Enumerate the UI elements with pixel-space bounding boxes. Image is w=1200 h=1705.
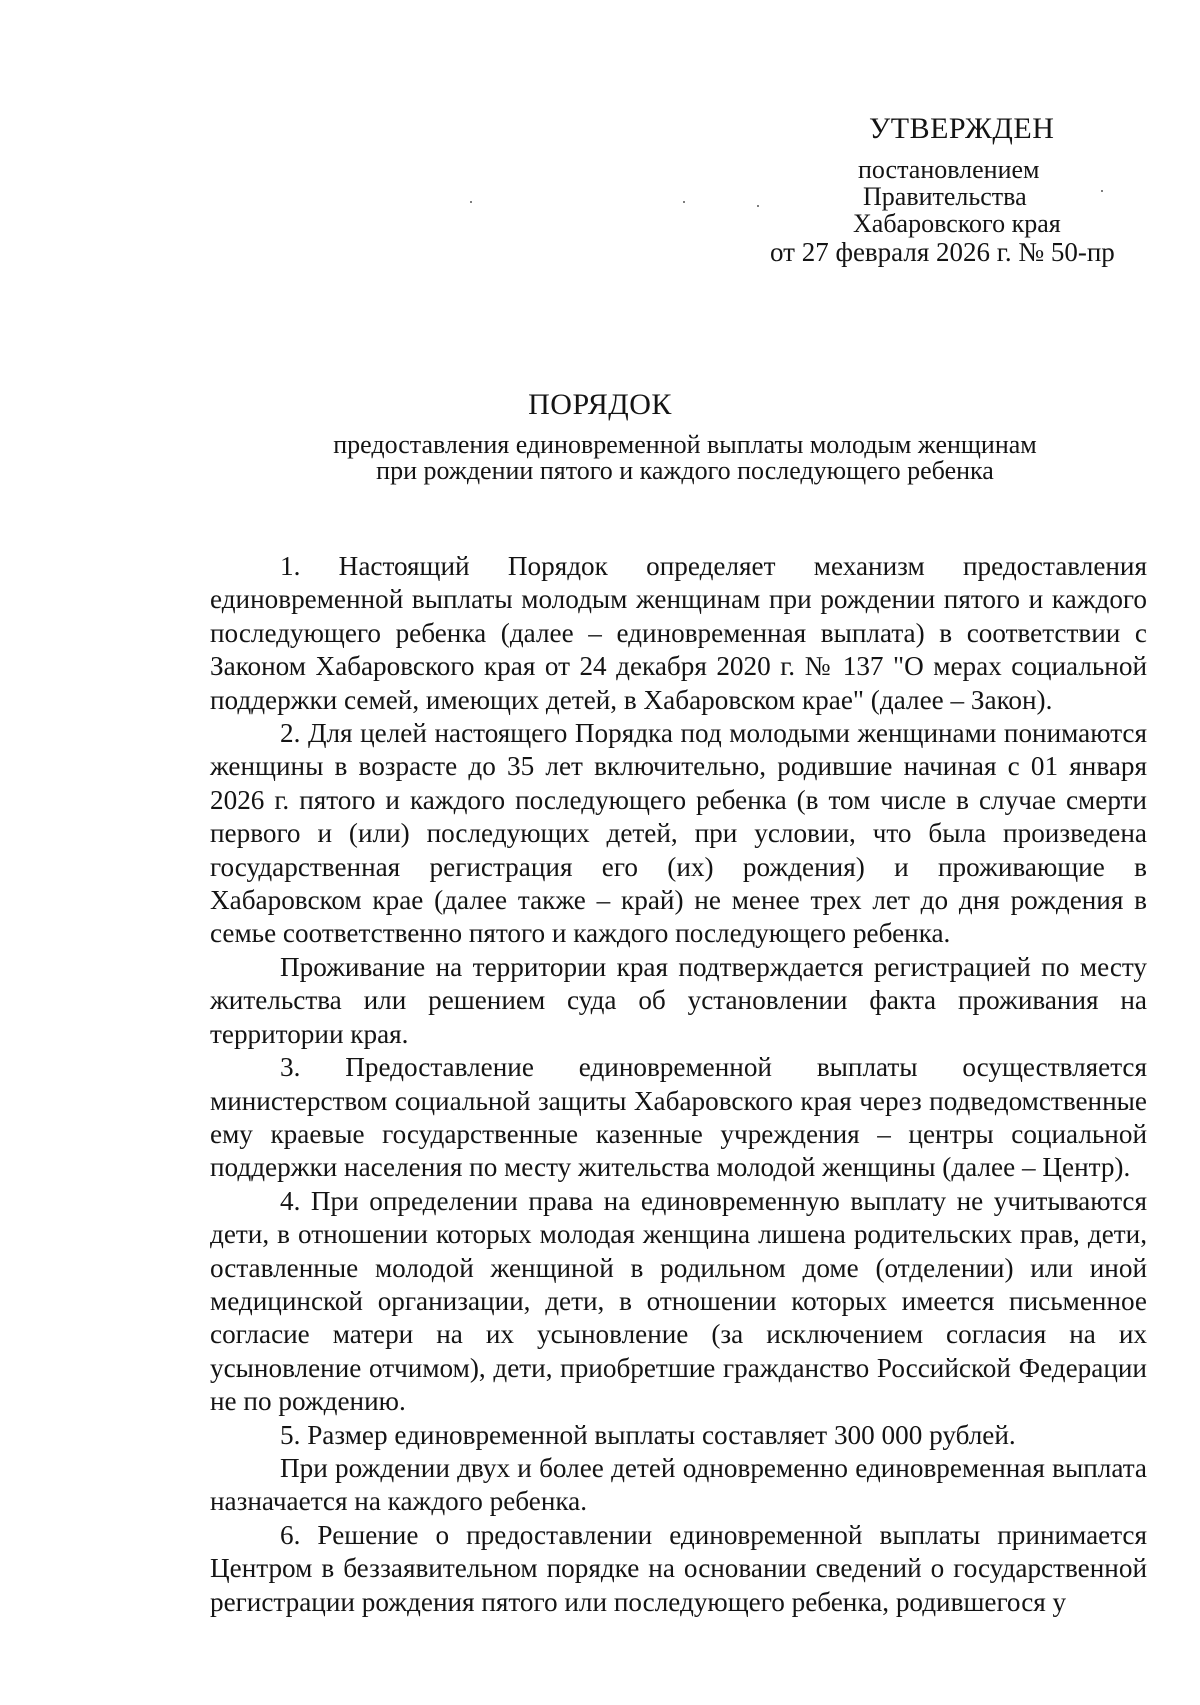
scan-speck [683,201,685,203]
subtitle-line-2: при рождении пятого и каждого последующего ребенка [376,456,994,485]
approval-line-date-number: от 27 февраля 2026 г. № 50-пр [770,237,1115,267]
document-title: ПОРЯДОК [528,388,672,421]
paragraph-5-multiple-births: При рождении двух и более детей одновременно единовременная выплата назначается на каждого ребенка. [210,1452,1147,1517]
paragraph-2: 2. Для целей настоящего Порядка под молодыми женщинами понимаются женщины в возрасте до 35 лет включительно, родившие начиная с 01 января 2026 г. пятого и каждого последующего ребенка (в том числе в случае смерти первого и (или) последующих детей, при условии, что была произведена государственная регистрация его (их) рождения) и проживающие в Хабаровском крае (далее также – край) не менее трех лет до дня рождения в семье соответственно пятого и каждого последующего ребенка. [210,718,1147,949]
scan-speck [1101,190,1103,192]
paragraph-5: 5. Размер единовременной выплаты составляет 300 000 рублей. [280,1419,1016,1450]
approval-title: УТВЕРЖДЕН [869,112,1055,145]
paragraph-1: 1. Настоящий Порядок определяет механизм предоставления единовременной выплаты молодым женщинам при рождении пятого и каждого последующего ребенка (далее – единовременная выплата) в соответствии с Законом Хабаровского края от 24 декабря 2020 г. № 137 "О мерах социальной поддержки семей, имеющих детей, в Хабаровском крае" (далее – Закон). [210,551,1147,715]
document-body [210,550,1147,1619]
scan-speck [757,205,759,207]
paragraph-2-residence: Проживание на территории края подтверждается регистрацией по месту жительства или решением суда об установлении факта проживания на территории края. [210,951,1147,1049]
paragraph-4: 4. При определении права на единовременную выплату не учитываются дети, в отношении которых молодая женщина лишена родительских прав, дети, оставленные молодой женщиной в родильном доме (отделении) или иной медицинской организации, дети, в отношении которых имеется письменное согласие матери на их усыновление (за исключением согласия на их усыновление отчимом), дети, приобретшие гражданство Российской Федерации не по рождению. [210,1185,1147,1417]
approval-line-resolution: постановлением [858,155,1040,184]
document-subtitle [300,432,1070,484]
scan-speck [470,201,472,203]
approval-line-region: Хабаровского края [853,209,1061,238]
paragraph-3: 3. Предоставление единовременной выплаты осуществляется министерством социальной защиты Хабаровского края через подведомственные ему краевые государственные казенные учреждения – центры социальной поддержки населения по месту жительства молодой женщины (далее – Центр). [210,1052,1147,1183]
paragraph-6: 6. Решение о предоставлении единовременной выплаты принимается Центром в беззаявительном порядке на основании сведений о государственной регистрации рождения пятого или последующего ребенка, родившегося у [210,1519,1147,1617]
subtitle-line-1: предоставления единовременной выплаты молодым женщинам [333,430,1037,459]
approval-line-government: Правительства [863,182,1027,211]
